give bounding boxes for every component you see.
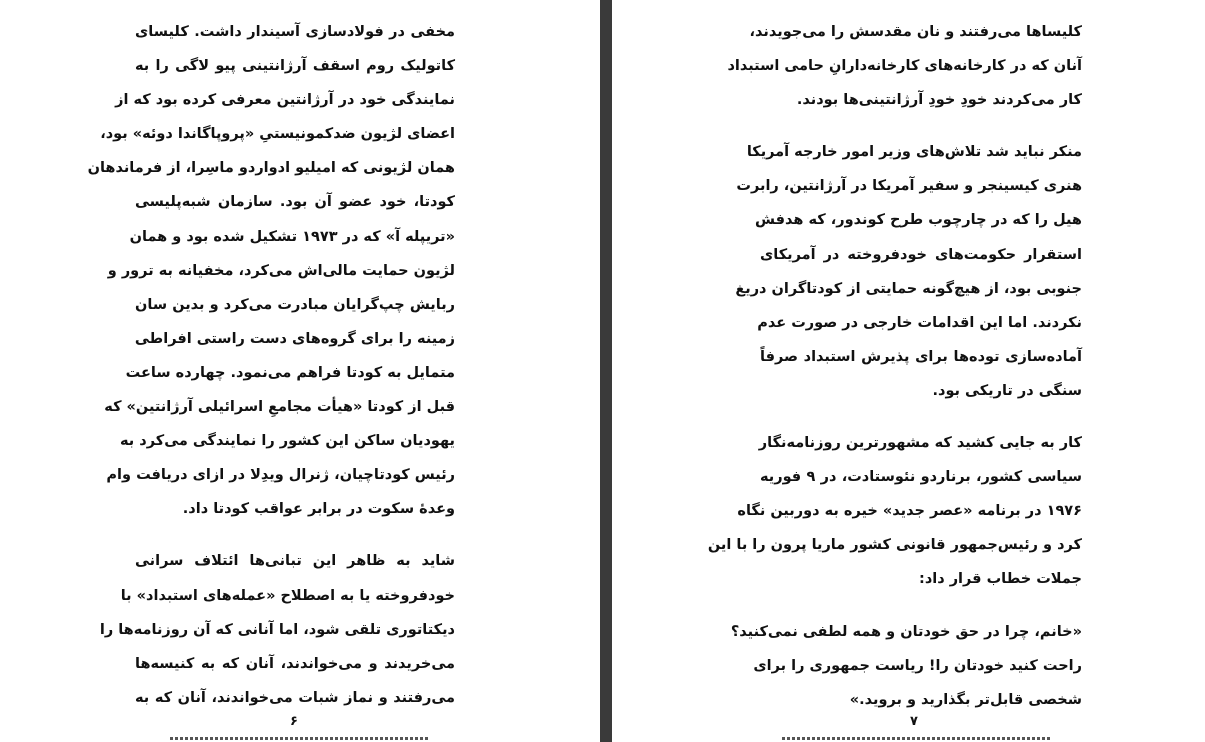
right-paragraph-4 — [730, 615, 1082, 717]
right-paragraph-1 — [727, 15, 1082, 117]
right-page — [612, 0, 1205, 742]
text-line: کودتا، خود عضو آن بود. سازمان شبه‌پلیسی — [135, 194, 455, 211]
text-line: هنری کیسینجر و سفیر آمریکا در آرژانتین، رابرت — [736, 178, 1082, 195]
text-line: ربایش چپ‌گرایان مبادرت می‌کرد و بدین سان — [135, 296, 455, 313]
right-paragraph-2 — [735, 135, 1082, 408]
text-line: جنوبی بود، از هیچ‌گونه حمایتی از کودتاگران دریغ — [735, 280, 1082, 297]
left-page-text — [87, 15, 455, 733]
text-line: متمایل به کودتا فراهم می‌نمود. چهارده ساعت — [125, 364, 455, 381]
left-page — [0, 0, 600, 742]
right-page-text — [707, 15, 1083, 735]
text-line: منکر نباید شد تلاش‌های وزیر امور خارجه آمریکا — [746, 144, 1082, 161]
text-line: کاتولیک روم اسقف آرژانتینی پیو لاگی را به — [135, 58, 455, 75]
text-line: «تریپله آ» که در ۱۹۷۳ تشکیل شده بود و همان — [129, 228, 455, 245]
text-line: شخصی قابل‌تر بگذارید و بروید.» — [849, 691, 1082, 708]
text-line: آنان که در کارخانه‌های کارخانه‌دارانِ حامی استبداد — [727, 58, 1082, 75]
page-number: ۷ — [910, 714, 918, 729]
left-paragraph-2 — [99, 544, 455, 714]
book-gutter — [600, 0, 612, 742]
text-line: قبل از کودتا «هیأت مجامعِ اسرائیلی آرژانتین» که — [104, 399, 455, 416]
text-line: می‌خریدند و می‌خواندند، آنان که به کنیسه‌ها — [135, 655, 455, 672]
text-line: خودفروخته یا به اصطلاح «عمله‌های استبداد» با — [120, 587, 455, 604]
text-line: کار می‌کردند خودِ خودِ آرژانتینی‌ها بودند. — [796, 92, 1082, 109]
text-line: نکردند. اما این اقدامات خارجی در صورت عدم — [757, 314, 1082, 331]
text-line: ۱۹۷۶ در برنامه «عصر جدید» خیره به دوربین نگاه — [737, 503, 1082, 520]
text-line: نمایندگی خود در آرژانتین معرفی کرده بود که از — [115, 92, 455, 109]
text-line: مخفی در فولادسازی آسیندار داشت. کلیسای — [135, 24, 455, 40]
text-line: سنگی در تاریکی بود. — [932, 382, 1082, 399]
text-line: اعضای لژیون ضدکمونیستیِ «پروپاگاندا دوئه» بود، — [100, 126, 455, 143]
text-line: راحت کنید خودتان را! ریاست جمهوری را برای — [753, 657, 1082, 674]
text-line: «خانم، چرا در حق خودتان و همه لطفی نمی‌کنید؟ — [730, 623, 1082, 640]
text-line: وعدهٔ سکوت در برابر عواقب کودتا داد. — [182, 501, 455, 518]
text-line: یهودیان ساکن این کشور را نمایندگی می‌کرد به — [120, 433, 455, 450]
text-line: زمینه را برای گروه‌های دست راستی افراطی — [134, 330, 455, 347]
text-line: کار به جایی کشید که مشهورترین روزنامه‌نگار — [758, 435, 1082, 452]
text-line: جملات خطاب قرار داد: — [919, 571, 1082, 588]
page-number: ۶ — [290, 714, 298, 729]
text-line: استقرار حکومت‌های خودفروخته در آمریکای — [760, 246, 1082, 263]
text-line: کلیساها می‌رفتند و نان مقدسش را می‌جویدند، — [749, 24, 1082, 40]
cut-text-line — [170, 737, 430, 740]
left-paragraph-1 — [87, 15, 455, 526]
text-line: سیاسی کشور، برناردو نئوستادت، در ۹ فوریه — [760, 469, 1083, 486]
text-line: هیل را که در چارچوب طرح کوندور، که هدفش — [755, 212, 1082, 229]
right-paragraph-3 — [707, 426, 1083, 596]
text-line: می‌رفتند و نماز شبات می‌خواندند، آنان که به — [135, 689, 455, 706]
text-line: آماده‌سازی توده‌ها برای پذیرش استبداد صرفاً — [760, 348, 1082, 365]
cut-text-line — [782, 737, 1052, 740]
text-line: همان لژیونی که امیلیو ادواردو ماسِرا، از فرماندهان — [87, 160, 455, 177]
text-line: رئیس کودتاچیان، ژنرال ویدِلا در ازای دریافت وام — [106, 467, 455, 484]
text-line: لژیون حمایت مالی‌اش می‌کرد، مخفیانه به ترور و — [107, 262, 455, 279]
text-line: کرد و رئیس‌جمهور قانونی کشور ماریا پرون را با این — [707, 537, 1082, 554]
text-line: دیکتاتوری تلقی شود، اما آنانی که آن روزنامه‌ها را — [99, 621, 455, 638]
text-line: شاید به ظاهر این تبانی‌ها ائتلاف سرانی — [135, 553, 455, 570]
